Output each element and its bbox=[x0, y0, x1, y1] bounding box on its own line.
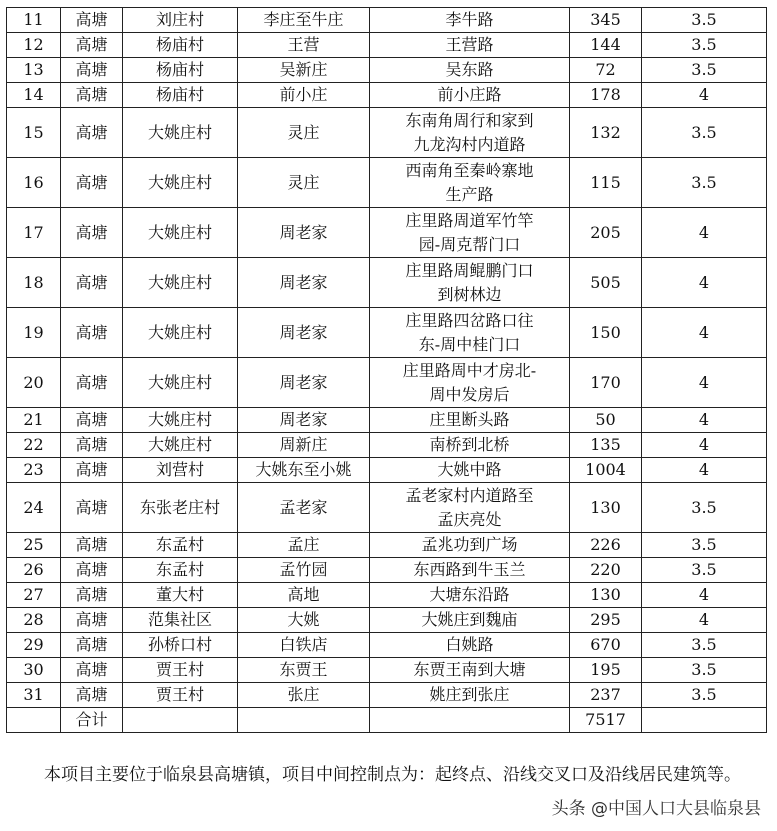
route-line-2: 孟庆亮处 bbox=[437, 509, 502, 529]
town-cell: 高塘 bbox=[61, 208, 123, 258]
place-cell: 周老家 bbox=[238, 408, 370, 433]
village-cell: 大姚庄村 bbox=[123, 258, 238, 308]
village-cell: 东孟村 bbox=[123, 533, 238, 558]
total-row bbox=[7, 708, 767, 733]
route-cell bbox=[370, 583, 570, 608]
town-cell: 高塘 bbox=[61, 458, 123, 483]
table-row bbox=[7, 433, 767, 458]
route-line-1: 大塘东沿路 bbox=[429, 585, 510, 604]
village-cell: 大姚庄村 bbox=[123, 158, 238, 208]
route-cell bbox=[370, 408, 570, 433]
town-cell: 高塘 bbox=[61, 33, 123, 58]
village-cell: 董大村 bbox=[123, 583, 238, 608]
village-cell: 大姚庄村 bbox=[123, 108, 238, 158]
width-cell: 3.5 bbox=[642, 658, 767, 683]
width-cell: 3.5 bbox=[642, 533, 767, 558]
town-cell: 高塘 bbox=[61, 358, 123, 408]
route-cell bbox=[370, 83, 570, 108]
place-cell: 孟庄 bbox=[238, 533, 370, 558]
route-line-1: 大姚庄到魏庙 bbox=[421, 610, 518, 629]
town-cell: 高塘 bbox=[61, 583, 123, 608]
route-cell bbox=[370, 208, 570, 258]
route-line-1: 吴东路 bbox=[445, 60, 494, 79]
length-cell: 205 bbox=[570, 208, 642, 258]
town-cell: 高塘 bbox=[61, 683, 123, 708]
town-cell: 高塘 bbox=[61, 258, 123, 308]
row-number-cell: 21 bbox=[7, 408, 61, 433]
route-line-1: 东贾王南到大塘 bbox=[413, 660, 526, 679]
total-route-cell bbox=[370, 708, 570, 733]
village-cell: 刘庄村 bbox=[123, 8, 238, 33]
width-cell: 4 bbox=[642, 308, 767, 358]
town-cell: 高塘 bbox=[61, 658, 123, 683]
place-cell: 周老家 bbox=[238, 358, 370, 408]
village-cell: 大姚庄村 bbox=[123, 433, 238, 458]
table-row bbox=[7, 158, 767, 208]
route-line-1: 庄里路周鲲鹏门口 bbox=[405, 260, 534, 280]
town-cell: 高塘 bbox=[61, 8, 123, 33]
route-line-2: 园-周克帮门口 bbox=[418, 234, 521, 254]
length-cell: 670 bbox=[570, 633, 642, 658]
route-line-1: 庄里路周道军竹竿 bbox=[405, 210, 534, 230]
place-cell: 周老家 bbox=[238, 258, 370, 308]
town-cell: 高塘 bbox=[61, 633, 123, 658]
row-number-cell: 26 bbox=[7, 558, 61, 583]
route-line-1: 王营路 bbox=[445, 35, 494, 54]
row-number-cell: 30 bbox=[7, 658, 61, 683]
length-cell: 1004 bbox=[570, 458, 642, 483]
row-number-cell: 24 bbox=[7, 483, 61, 533]
place-cell: 孟竹园 bbox=[238, 558, 370, 583]
town-cell: 高塘 bbox=[61, 408, 123, 433]
width-cell: 4 bbox=[642, 583, 767, 608]
table-row bbox=[7, 483, 767, 533]
place-cell: 李庄至牛庄 bbox=[238, 8, 370, 33]
width-cell: 3.5 bbox=[642, 483, 767, 533]
table-row bbox=[7, 308, 767, 358]
village-cell: 杨庙村 bbox=[123, 33, 238, 58]
place-cell: 孟老家 bbox=[238, 483, 370, 533]
table-row bbox=[7, 58, 767, 83]
place-cell: 周新庄 bbox=[238, 433, 370, 458]
length-cell: 115 bbox=[570, 158, 642, 208]
length-cell: 237 bbox=[570, 683, 642, 708]
town-cell: 高塘 bbox=[61, 83, 123, 108]
length-cell: 220 bbox=[570, 558, 642, 583]
row-number-cell: 29 bbox=[7, 633, 61, 658]
length-cell: 226 bbox=[570, 533, 642, 558]
table-row bbox=[7, 683, 767, 708]
village-cell: 大姚庄村 bbox=[123, 308, 238, 358]
table-row bbox=[7, 533, 767, 558]
length-cell: 170 bbox=[570, 358, 642, 408]
total-length-cell: 7517 bbox=[570, 708, 642, 733]
row-number-cell: 18 bbox=[7, 258, 61, 308]
place-cell: 周老家 bbox=[238, 308, 370, 358]
table-row bbox=[7, 83, 767, 108]
place-cell: 张庄 bbox=[238, 683, 370, 708]
route-cell bbox=[370, 483, 570, 533]
route-line-1: 姚庄到张庄 bbox=[429, 685, 510, 704]
village-cell: 杨庙村 bbox=[123, 58, 238, 83]
width-cell: 4 bbox=[642, 433, 767, 458]
place-cell: 大姚 bbox=[238, 608, 370, 633]
town-cell: 高塘 bbox=[61, 608, 123, 633]
table-row bbox=[7, 408, 767, 433]
place-cell: 大姚东至小姚 bbox=[238, 458, 370, 483]
length-cell: 345 bbox=[570, 8, 642, 33]
length-cell: 178 bbox=[570, 83, 642, 108]
length-cell: 295 bbox=[570, 608, 642, 633]
route-cell bbox=[370, 8, 570, 33]
route-line-1: 西南角至秦岭寨地 bbox=[405, 160, 534, 180]
town-cell: 高塘 bbox=[61, 433, 123, 458]
place-cell: 前小庄 bbox=[238, 83, 370, 108]
watermark: 头条 @中国人口大县临泉县 bbox=[550, 794, 763, 819]
table-row bbox=[7, 358, 767, 408]
route-line-1: 东南角周行和家到 bbox=[405, 110, 534, 130]
village-cell: 大姚庄村 bbox=[123, 408, 238, 433]
route-line-1: 大姚中路 bbox=[437, 460, 502, 479]
row-number-cell: 12 bbox=[7, 33, 61, 58]
row-number-cell: 14 bbox=[7, 83, 61, 108]
width-cell: 3.5 bbox=[642, 58, 767, 83]
town-cell: 高塘 bbox=[61, 533, 123, 558]
row-number-cell: 19 bbox=[7, 308, 61, 358]
width-cell: 3.5 bbox=[642, 683, 767, 708]
row-number-cell: 11 bbox=[7, 8, 61, 33]
row-number-cell: 25 bbox=[7, 533, 61, 558]
route-cell bbox=[370, 108, 570, 158]
route-cell bbox=[370, 658, 570, 683]
place-cell: 王营 bbox=[238, 33, 370, 58]
route-line-1: 南桥到北桥 bbox=[429, 435, 510, 454]
route-cell bbox=[370, 308, 570, 358]
width-cell: 3.5 bbox=[642, 8, 767, 33]
town-cell: 高塘 bbox=[61, 108, 123, 158]
route-line-2: 九龙沟村内道路 bbox=[413, 134, 526, 154]
width-cell: 4 bbox=[642, 608, 767, 633]
town-cell: 高塘 bbox=[61, 308, 123, 358]
length-cell: 135 bbox=[570, 433, 642, 458]
width-cell: 4 bbox=[642, 458, 767, 483]
route-cell bbox=[370, 33, 570, 58]
road-table-body bbox=[7, 8, 767, 708]
route-line-2: 生产路 bbox=[445, 184, 494, 204]
table-row bbox=[7, 583, 767, 608]
place-cell: 灵庄 bbox=[238, 158, 370, 208]
village-cell: 孙桥口村 bbox=[123, 633, 238, 658]
table-row bbox=[7, 108, 767, 158]
length-cell: 505 bbox=[570, 258, 642, 308]
row-number-cell: 20 bbox=[7, 358, 61, 408]
row-number-cell: 17 bbox=[7, 208, 61, 258]
route-line-1: 孟老家村内道路至 bbox=[405, 485, 534, 505]
width-cell: 4 bbox=[642, 83, 767, 108]
route-cell bbox=[370, 458, 570, 483]
table-row bbox=[7, 8, 767, 33]
table-row bbox=[7, 633, 767, 658]
total-village-cell bbox=[123, 708, 238, 733]
length-cell: 144 bbox=[570, 33, 642, 58]
route-line-1: 庄里路四岔路口往 bbox=[405, 310, 534, 330]
route-line-1: 东西路到牛玉兰 bbox=[413, 560, 526, 579]
route-line-1: 庄里断头路 bbox=[429, 410, 510, 429]
row-number-cell: 31 bbox=[7, 683, 61, 708]
route-cell bbox=[370, 258, 570, 308]
total-width-cell bbox=[642, 708, 767, 733]
width-cell: 3.5 bbox=[642, 33, 767, 58]
table-row bbox=[7, 608, 767, 633]
town-cell: 高塘 bbox=[61, 558, 123, 583]
route-line-2: 周中发房后 bbox=[429, 384, 510, 404]
length-cell: 132 bbox=[570, 108, 642, 158]
route-line-1: 白姚路 bbox=[445, 635, 494, 654]
width-cell: 3.5 bbox=[642, 633, 767, 658]
table-row bbox=[7, 458, 767, 483]
route-line-1: 前小庄路 bbox=[437, 85, 502, 104]
width-cell: 4 bbox=[642, 408, 767, 433]
total-no-cell bbox=[7, 708, 61, 733]
village-cell: 杨庙村 bbox=[123, 83, 238, 108]
route-line-1: 李牛路 bbox=[445, 10, 494, 29]
width-cell: 4 bbox=[642, 258, 767, 308]
place-cell: 高地 bbox=[238, 583, 370, 608]
village-cell: 大姚庄村 bbox=[123, 208, 238, 258]
route-cell bbox=[370, 433, 570, 458]
width-cell: 3.5 bbox=[642, 108, 767, 158]
row-number-cell: 27 bbox=[7, 583, 61, 608]
row-number-cell: 16 bbox=[7, 158, 61, 208]
table-row bbox=[7, 558, 767, 583]
project-note: 本项目主要位于临泉县高塘镇，项目中间控制点为：起终点、沿线交叉口及沿线居民建筑等。 bbox=[44, 765, 741, 785]
width-cell: 4 bbox=[642, 208, 767, 258]
village-cell: 贾王村 bbox=[123, 683, 238, 708]
village-cell: 东张老庄村 bbox=[123, 483, 238, 533]
route-cell bbox=[370, 58, 570, 83]
table-row bbox=[7, 33, 767, 58]
length-cell: 195 bbox=[570, 658, 642, 683]
width-cell: 3.5 bbox=[642, 558, 767, 583]
route-cell bbox=[370, 683, 570, 708]
village-cell: 刘营村 bbox=[123, 458, 238, 483]
place-cell: 吴新庄 bbox=[238, 58, 370, 83]
route-cell bbox=[370, 608, 570, 633]
place-cell: 灵庄 bbox=[238, 108, 370, 158]
village-cell: 东孟村 bbox=[123, 558, 238, 583]
table-row bbox=[7, 658, 767, 683]
town-cell: 高塘 bbox=[61, 158, 123, 208]
length-cell: 50 bbox=[570, 408, 642, 433]
row-number-cell: 23 bbox=[7, 458, 61, 483]
route-cell bbox=[370, 633, 570, 658]
route-cell bbox=[370, 533, 570, 558]
town-cell: 高塘 bbox=[61, 483, 123, 533]
width-cell: 4 bbox=[642, 358, 767, 408]
length-cell: 130 bbox=[570, 483, 642, 533]
route-line-2: 到树林边 bbox=[437, 284, 502, 304]
route-line-2: 东-周中桂门口 bbox=[418, 334, 521, 354]
place-cell: 周老家 bbox=[238, 208, 370, 258]
village-cell: 范集社区 bbox=[123, 608, 238, 633]
table-row bbox=[7, 208, 767, 258]
place-cell: 东贾王 bbox=[238, 658, 370, 683]
length-cell: 72 bbox=[570, 58, 642, 83]
place-cell: 白铁店 bbox=[238, 633, 370, 658]
route-cell bbox=[370, 558, 570, 583]
village-cell: 贾王村 bbox=[123, 658, 238, 683]
route-line-1: 庄里路周中才房北- bbox=[402, 360, 537, 380]
row-number-cell: 13 bbox=[7, 58, 61, 83]
route-cell bbox=[370, 358, 570, 408]
total-label-cell: 合计 bbox=[61, 708, 123, 733]
row-number-cell: 22 bbox=[7, 433, 61, 458]
table-row bbox=[7, 258, 767, 308]
width-cell: 3.5 bbox=[642, 158, 767, 208]
row-number-cell: 15 bbox=[7, 108, 61, 158]
route-line-1: 孟兆功到广场 bbox=[421, 535, 518, 554]
row-number-cell: 28 bbox=[7, 608, 61, 633]
village-cell: 大姚庄村 bbox=[123, 358, 238, 408]
length-cell: 150 bbox=[570, 308, 642, 358]
total-place-cell bbox=[238, 708, 370, 733]
road-table bbox=[6, 7, 767, 733]
town-cell: 高塘 bbox=[61, 58, 123, 83]
route-cell bbox=[370, 158, 570, 208]
length-cell: 130 bbox=[570, 583, 642, 608]
